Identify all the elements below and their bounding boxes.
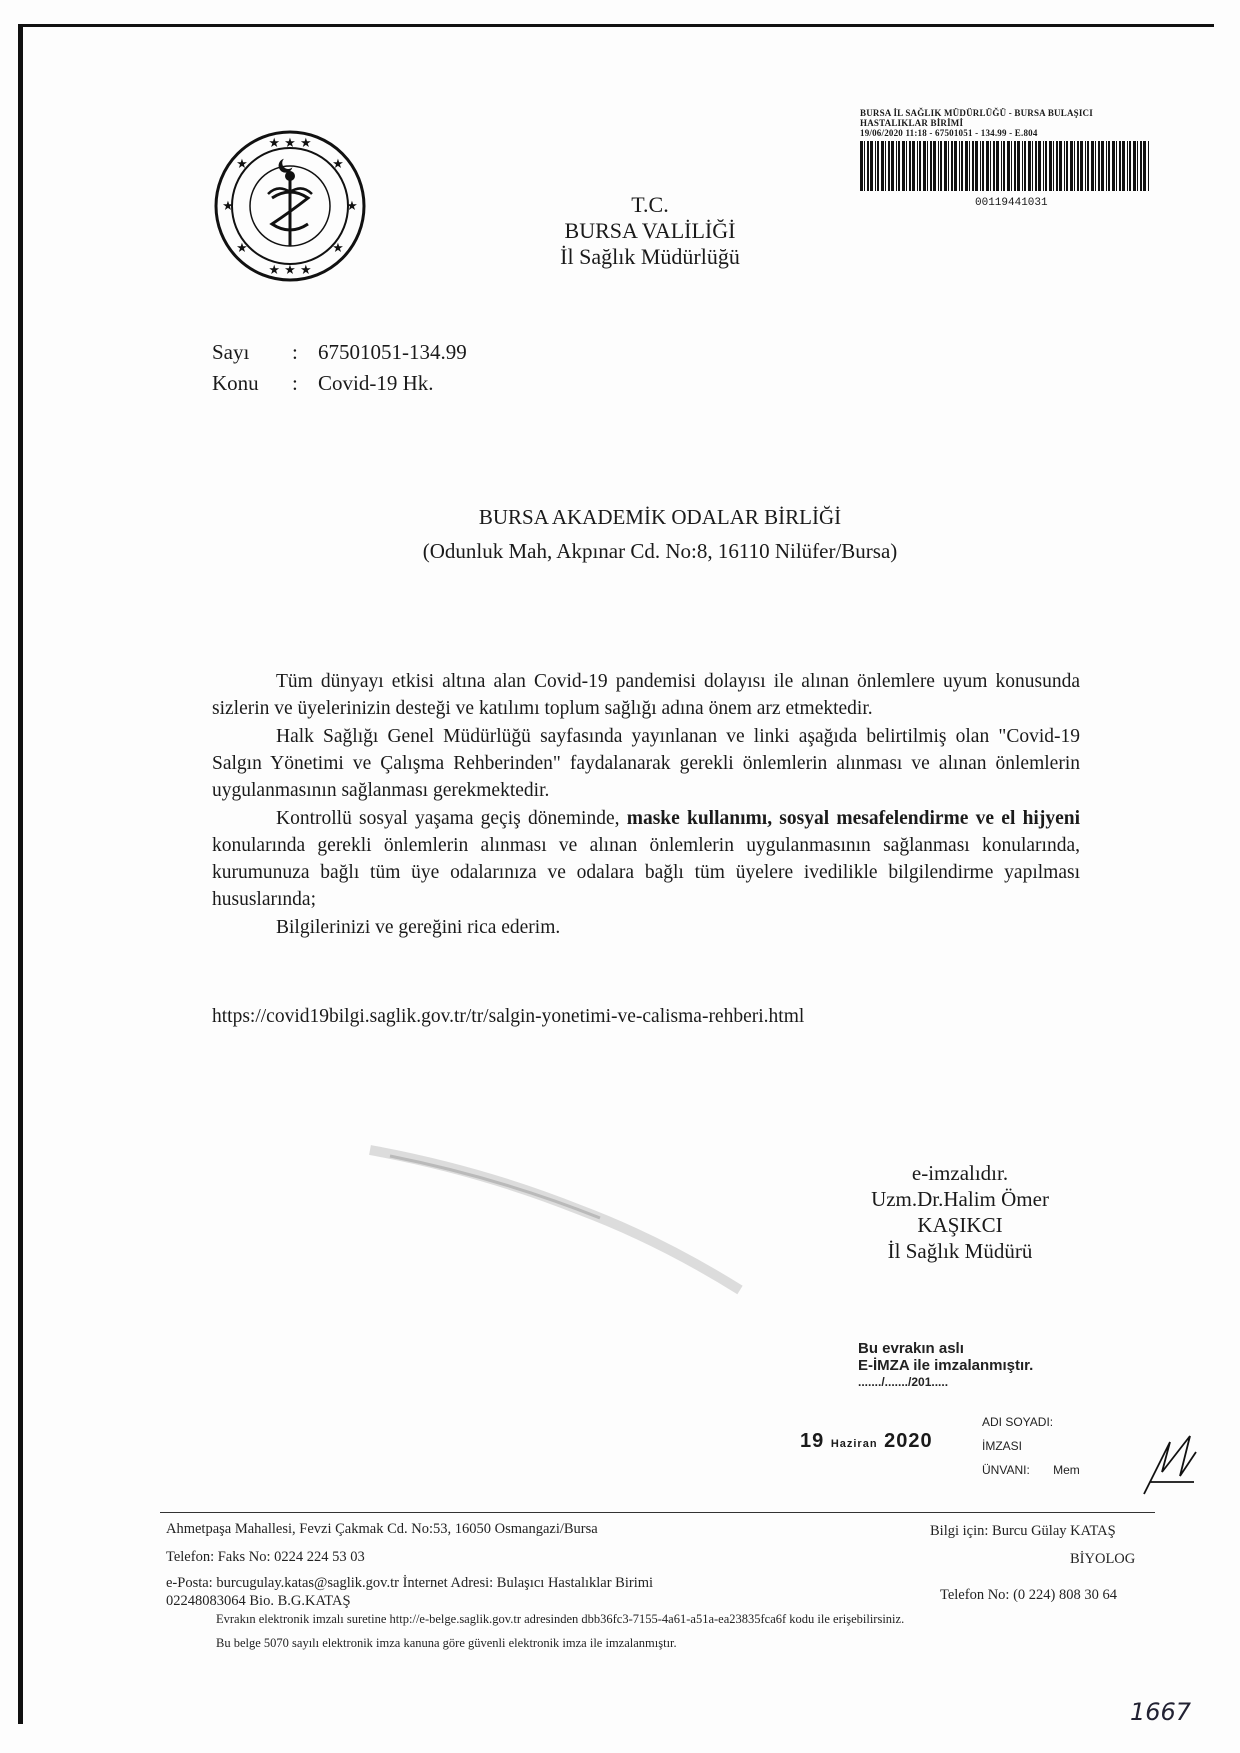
scan-border-left: [18, 24, 23, 1724]
barcode-line-3: 19/06/2020 11:18 - 67501051 - 134.99 - E.804: [860, 128, 1038, 138]
verify-note: Evrakın elektronik imzalı suretine http://e-belge.saglik.gov.tr adresinden dbb36fc3-7155-4a61-a51a-ea23835fca6f kodu ile erişebilirsiniz.: [216, 1612, 905, 1626]
body-emphasis: maske kullanımı, sosyal mesafelendirme ve el hijyeni: [626, 808, 1080, 829]
sayi-value: 67501051-134.99: [318, 340, 467, 364]
footer-phone2: 02248083064 Bio. B.G.KATAŞ: [166, 1593, 351, 1609]
handwritten-number: 1667: [1130, 1698, 1192, 1726]
footer-info: Bilgi için: Burcu Gülay KATAŞ: [930, 1523, 1116, 1539]
signer-title: İl Sağlık Müdürü: [887, 1239, 1033, 1263]
signature-block: [800, 1160, 1120, 1264]
svg-text:★ ★ ★: ★ ★ ★: [268, 263, 312, 278]
barcode-number: 00119441031: [975, 197, 1048, 209]
scan-border-top: [18, 24, 1214, 27]
svg-text:★ ★ ★: ★ ★ ★: [268, 136, 312, 151]
guide-link[interactable]: https://covid19bilgi.saglik.gov.tr/tr/salgin-yonetimi-ve-calisma-rehberi.html: [212, 1006, 805, 1027]
footer-role: BİYOLOG: [1070, 1551, 1136, 1567]
stamp-fields: [982, 1410, 1080, 1482]
body-paragraph-4: Bilgilerinizi ve gereğini rica ederim.: [276, 917, 561, 938]
svg-text:★: ★: [332, 157, 344, 172]
svg-text:★: ★: [346, 199, 358, 214]
valilik-label: BURSA VALİLİĞİ: [564, 218, 736, 243]
eimza-label: e-imzalıdır.: [911, 1161, 1009, 1185]
signer-name-1: Uzm.Dr.Halim Ömer: [871, 1187, 1049, 1211]
barcode-line-2: HASTALIKLAR BİRİMİ: [860, 118, 964, 128]
stamp-adi-soyadi: ADI SOYADI:: [982, 1415, 1054, 1429]
footer-info-phone: Telefon No: (0 224) 808 30 64: [940, 1587, 1117, 1603]
footer-phone: Telefon: Faks No: 0224 224 53 03: [166, 1549, 365, 1565]
body-paragraph-1: Tüm dünyayı etkisi altına alan Covid-19 pandemisi dolayısı ile alınan önlemlere uyum konusunda sizlerin ve üyelerinizin desteği ve katılımı toplum sağlığı adına önem arz etmektedir.: [212, 671, 1080, 719]
mudurluk-label: İl Sağlık Müdürlüğü: [560, 244, 740, 269]
stamp-line-2: E-İMZA ile imzalanmıştır.: [858, 1357, 1034, 1374]
stamp-imzasi: İMZASI: [982, 1439, 1023, 1453]
document-barcode-block: [860, 108, 1160, 209]
signer-name-2: KAŞIKCI: [917, 1213, 1003, 1237]
konu-value: Covid-19 Hk.: [318, 371, 434, 395]
tc-label: T.C.: [631, 192, 669, 217]
footer-address: Ahmetpaşa Mahallesi, Fevzi Çakmak Cd. No:53, 16050 Osmangazi/Bursa: [166, 1521, 598, 1537]
institution-header: [480, 192, 820, 270]
handwritten-signature-icon: [1140, 1432, 1200, 1502]
svg-text:★: ★: [332, 241, 344, 256]
svg-text:★: ★: [236, 241, 248, 256]
konu-row: Konu : Covid-19 Hk.: [212, 371, 434, 395]
konu-label: Konu: [212, 371, 259, 395]
body-paragraph-3: Kontrollü sosyal yaşama geçiş döneminde, maske kullanımı, sosyal mesafelendirme ve el hijyeni konularında gerekli önlemlerin alınması ve alınan önlemlerin uygulanmasının sağlanması konularında, kurumunuza bağlı tüm üye odalarınıza ve odalara bağlı tüm üyelere ivedilikle bilgilendirme yapılması hususlarında;: [212, 808, 1080, 910]
eimza-stamp: [858, 1340, 1033, 1391]
law-note: Bu belge 5070 sayılı elektronik imza kanuna göre güvenli elektronik imza ile imzalanmıştır.: [216, 1636, 677, 1650]
addressee-block: [300, 500, 1020, 568]
date-stamp: 19 Haziran 2020: [800, 1430, 933, 1452]
addressee-address: (Odunluk Mah, Akpınar Cd. No:8, 16110 Nilüfer/Bursa): [422, 539, 898, 563]
sayi-row: Sayı : 67501051-134.99: [212, 340, 467, 364]
stamp-line-3: ......./......./201.....: [858, 1375, 949, 1389]
footer-email: e-Posta: burcugulay.katas@saglik.gov.tr İnternet Adresi: Bulaşıcı Hastalıklar Birimi: [166, 1575, 654, 1591]
stamp-unvani: ÜNVANI: Mem: [982, 1463, 1080, 1477]
addressee-name: BURSA AKADEMİK ODALAR BİRLİĞİ: [478, 505, 842, 529]
saglik-bakanligi-seal-icon: [212, 128, 368, 284]
scan-smudge: [360, 1130, 780, 1310]
stamp-line-1: Bu evrakın aslı: [858, 1340, 964, 1357]
sayi-label: Sayı: [212, 340, 250, 364]
barcode-line-1: BURSA İL SAĞLIK MÜDÜRLÜĞÜ - BURSA BULAŞICI: [860, 108, 1093, 118]
letter-body: [212, 668, 1080, 941]
svg-text:★: ★: [236, 157, 248, 172]
body-paragraph-2: Halk Sağlığı Genel Müdürlüğü sayfasında yayınlanan ve linki aşağıda belirtilmiş olan "Covid-19 Salgın Yönetimi ve Çalışma Rehberinden" faydalanarak gerekli önlemlerin alınması ve alınan önlemlerin uygulanmasının sağlanması gerekmektedir.: [212, 726, 1080, 801]
svg-text:★: ★: [222, 199, 234, 214]
footer-divider: [160, 1512, 1155, 1513]
barcode-icon: [860, 141, 1152, 191]
